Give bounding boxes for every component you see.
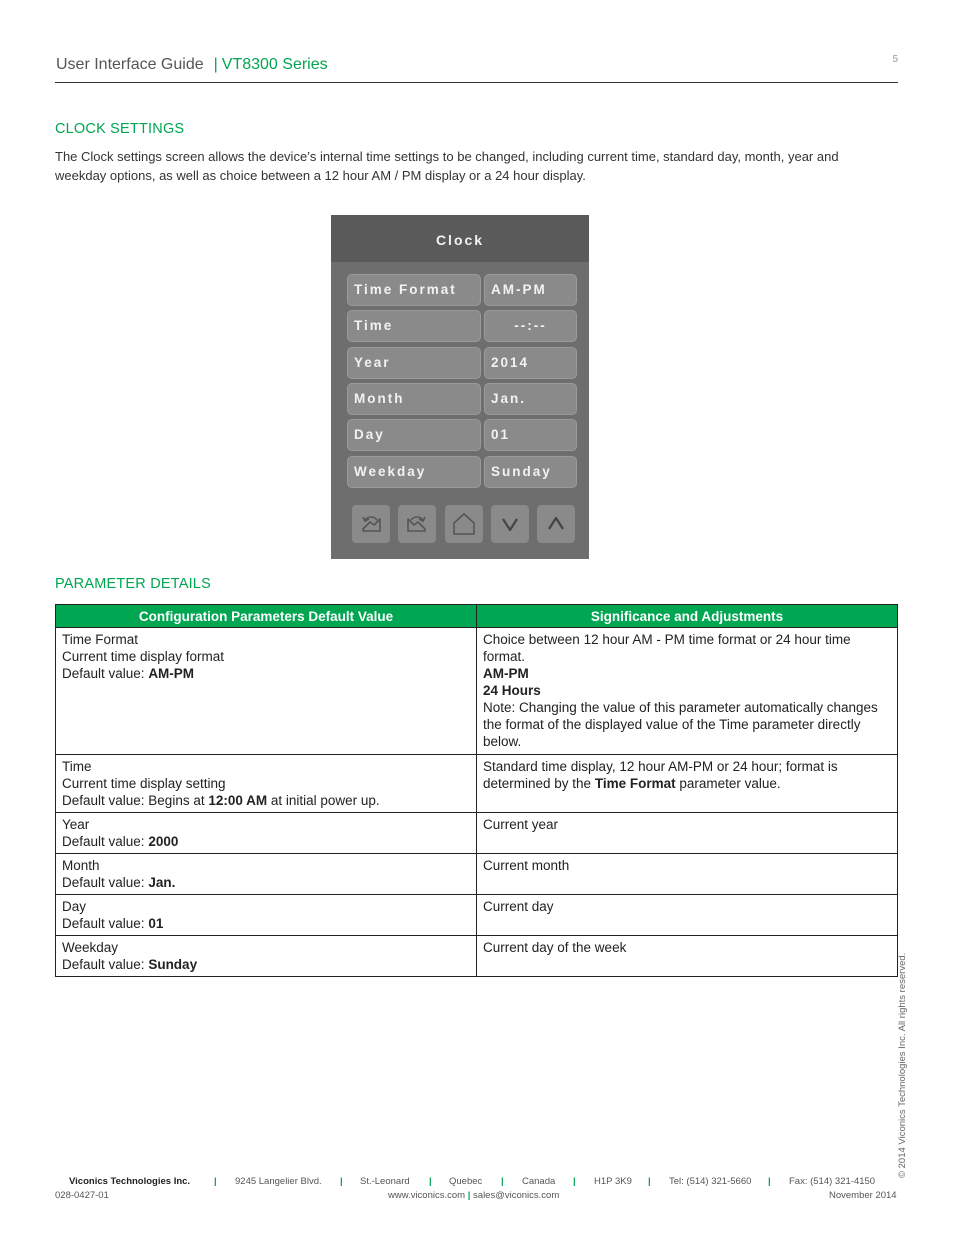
header-separator: | [213,56,218,73]
param-cell [56,895,477,936]
device-row-weekday[interactable] [347,456,577,488]
significance-cell [477,755,898,813]
footer-email[interactable]: sales@viconics.com [473,1190,560,1201]
default-prefix: Default value: [62,666,149,681]
param-default [62,874,470,891]
down-button[interactable] [491,505,529,543]
column-header: Significance and Adjustments [477,605,898,628]
footer-address: 9245 Langelier Blvd. [235,1176,322,1187]
device-label: Month [347,383,481,415]
default-value: Jan. [148,875,176,890]
device-value[interactable]: 01 [484,419,577,451]
clock-settings-title: CLOCK SETTINGS [55,121,185,137]
clock-settings-intro: The Clock settings screen allows the device’s internal time settings to be changed, including current time, standard day, month, year and weekday options, as well as choice between a 12 hour AM / PM display or a 24 hour display. [55,149,839,183]
significance-cell: Current day [477,895,898,936]
device-button-row [352,505,576,543]
device-row-time[interactable] [347,310,577,342]
significance-text: Choice between 12 hour AM - PM time format or 24 hour time format. [483,632,851,664]
chevron-down-icon [497,511,523,537]
column-header: Configuration Parameters Default Value [56,605,477,628]
device-label: Day [347,419,481,451]
default-prefix: Default value: [62,916,149,931]
option-am-pm: AM-PM [483,666,529,681]
param-name: Time [62,759,92,774]
device-row-time-format[interactable] [347,274,577,306]
chevron-up-icon [543,511,569,537]
header-title [56,56,328,74]
device-value[interactable]: Sunday [484,456,577,488]
param-cell [56,936,477,977]
significance-text: Standard time display, 12 hour AM-PM or 24 hour; format is determined by the [483,759,838,791]
significance-cell: Current month [477,854,898,895]
default-value: Sunday [148,957,198,972]
param-name: Weekday [62,940,119,955]
footer-postal: H1P 3K9 [594,1176,632,1187]
device-label: Year [347,347,481,379]
parameter-details-title: PARAMETER DETAILS [55,576,211,592]
undo-icon [358,511,384,537]
footer-separator: | [573,1176,576,1187]
device-label: Time Format [347,274,481,306]
header-rule [55,82,898,83]
footer-separator: | [768,1176,771,1187]
param-desc: Current time display setting [62,776,226,791]
option-24-hours: 24 Hours [483,683,541,698]
footer-separator: | [340,1176,343,1187]
footer-separator: | [501,1176,504,1187]
device-value[interactable]: Jan. [484,383,577,415]
device-label: Time [347,310,481,342]
device-value[interactable]: AM-PM [484,274,577,306]
default-prefix: Default value: [62,875,149,890]
redo-button[interactable] [398,505,436,543]
footer-tel: Tel: (514) 321-5660 [669,1176,752,1187]
default-prefix: Default value: [62,957,149,972]
device-value[interactable]: --:-- [484,310,577,342]
footer-company: Viconics Technologies Inc. [69,1176,191,1187]
param-default [62,833,470,850]
default-prefix: Default value: Begins at [62,793,209,808]
param-desc: Current time display format [62,649,225,664]
up-button[interactable] [537,505,575,543]
default-value: 12:00 AM [208,793,268,808]
param-default [62,956,470,973]
footer-date: November 2014 [829,1190,897,1201]
device-label: Weekday [347,456,481,488]
table-row [56,895,898,936]
redo-icon [404,511,430,537]
footer-doc-number: 028-0427-01 [55,1190,109,1201]
device-clock-screen [331,215,589,559]
page-number: 5 [892,54,898,65]
footer-country: Canada [522,1176,556,1187]
guide-title: User Interface Guide [56,56,204,73]
param-cell [56,628,477,755]
device-row-day[interactable] [347,419,577,451]
param-cell [56,813,477,854]
table-row [56,628,898,755]
significance-bold: Time Format [594,776,676,791]
footer-separator: | [429,1176,432,1187]
param-name: Time Format [62,632,139,647]
param-default [62,665,470,682]
device-screen-title: Clock [331,215,589,262]
default-suffix: at initial power up. [267,793,380,808]
param-name: Month [62,858,100,873]
significance-cell: Current year [477,813,898,854]
copyright-notice: © 2014 Viconics Technologies Inc. All rights reserved. [897,952,908,1178]
default-value: 2000 [148,834,179,849]
param-cell [56,854,477,895]
default-prefix: Default value: [62,834,149,849]
device-row-year[interactable] [347,347,577,379]
footer-website[interactable]: www.viconics.com [388,1190,466,1201]
param-name: Year [62,817,90,832]
param-name: Day [62,899,87,914]
significance-note: Note: Changing the value of this parameter automatically changes the format of the displayed value of the Time parameter directly below. [483,700,878,749]
significance-cell: Current day of the week [477,936,898,977]
parameter-table [55,604,898,977]
device-row-month[interactable] [347,383,577,415]
footer-separator: | [648,1176,651,1187]
device-value[interactable]: 2014 [484,347,577,379]
series-name: VT8300 Series [221,56,328,73]
footer-web-line [388,1190,559,1201]
param-default [62,792,470,809]
table-row [56,854,898,895]
footer-fax: Fax: (514) 321-4150 [789,1176,876,1187]
table-row [56,936,898,977]
param-default [62,915,470,932]
significance-cell [477,628,898,755]
table-row [56,813,898,854]
home-icon [451,511,477,537]
param-cell [56,755,477,813]
significance-text-end: parameter value. [675,776,781,791]
default-value: AM-PM [148,666,195,681]
footer-separator: | [467,1190,471,1201]
table-header-row [56,605,898,628]
table-row [56,755,898,813]
footer-city: St.-Leonard [360,1176,410,1187]
footer-separator: | [214,1176,217,1187]
home-button[interactable] [445,505,483,543]
default-value: 01 [148,916,164,931]
undo-button[interactable] [352,505,390,543]
footer-province: Quebec [449,1176,483,1187]
